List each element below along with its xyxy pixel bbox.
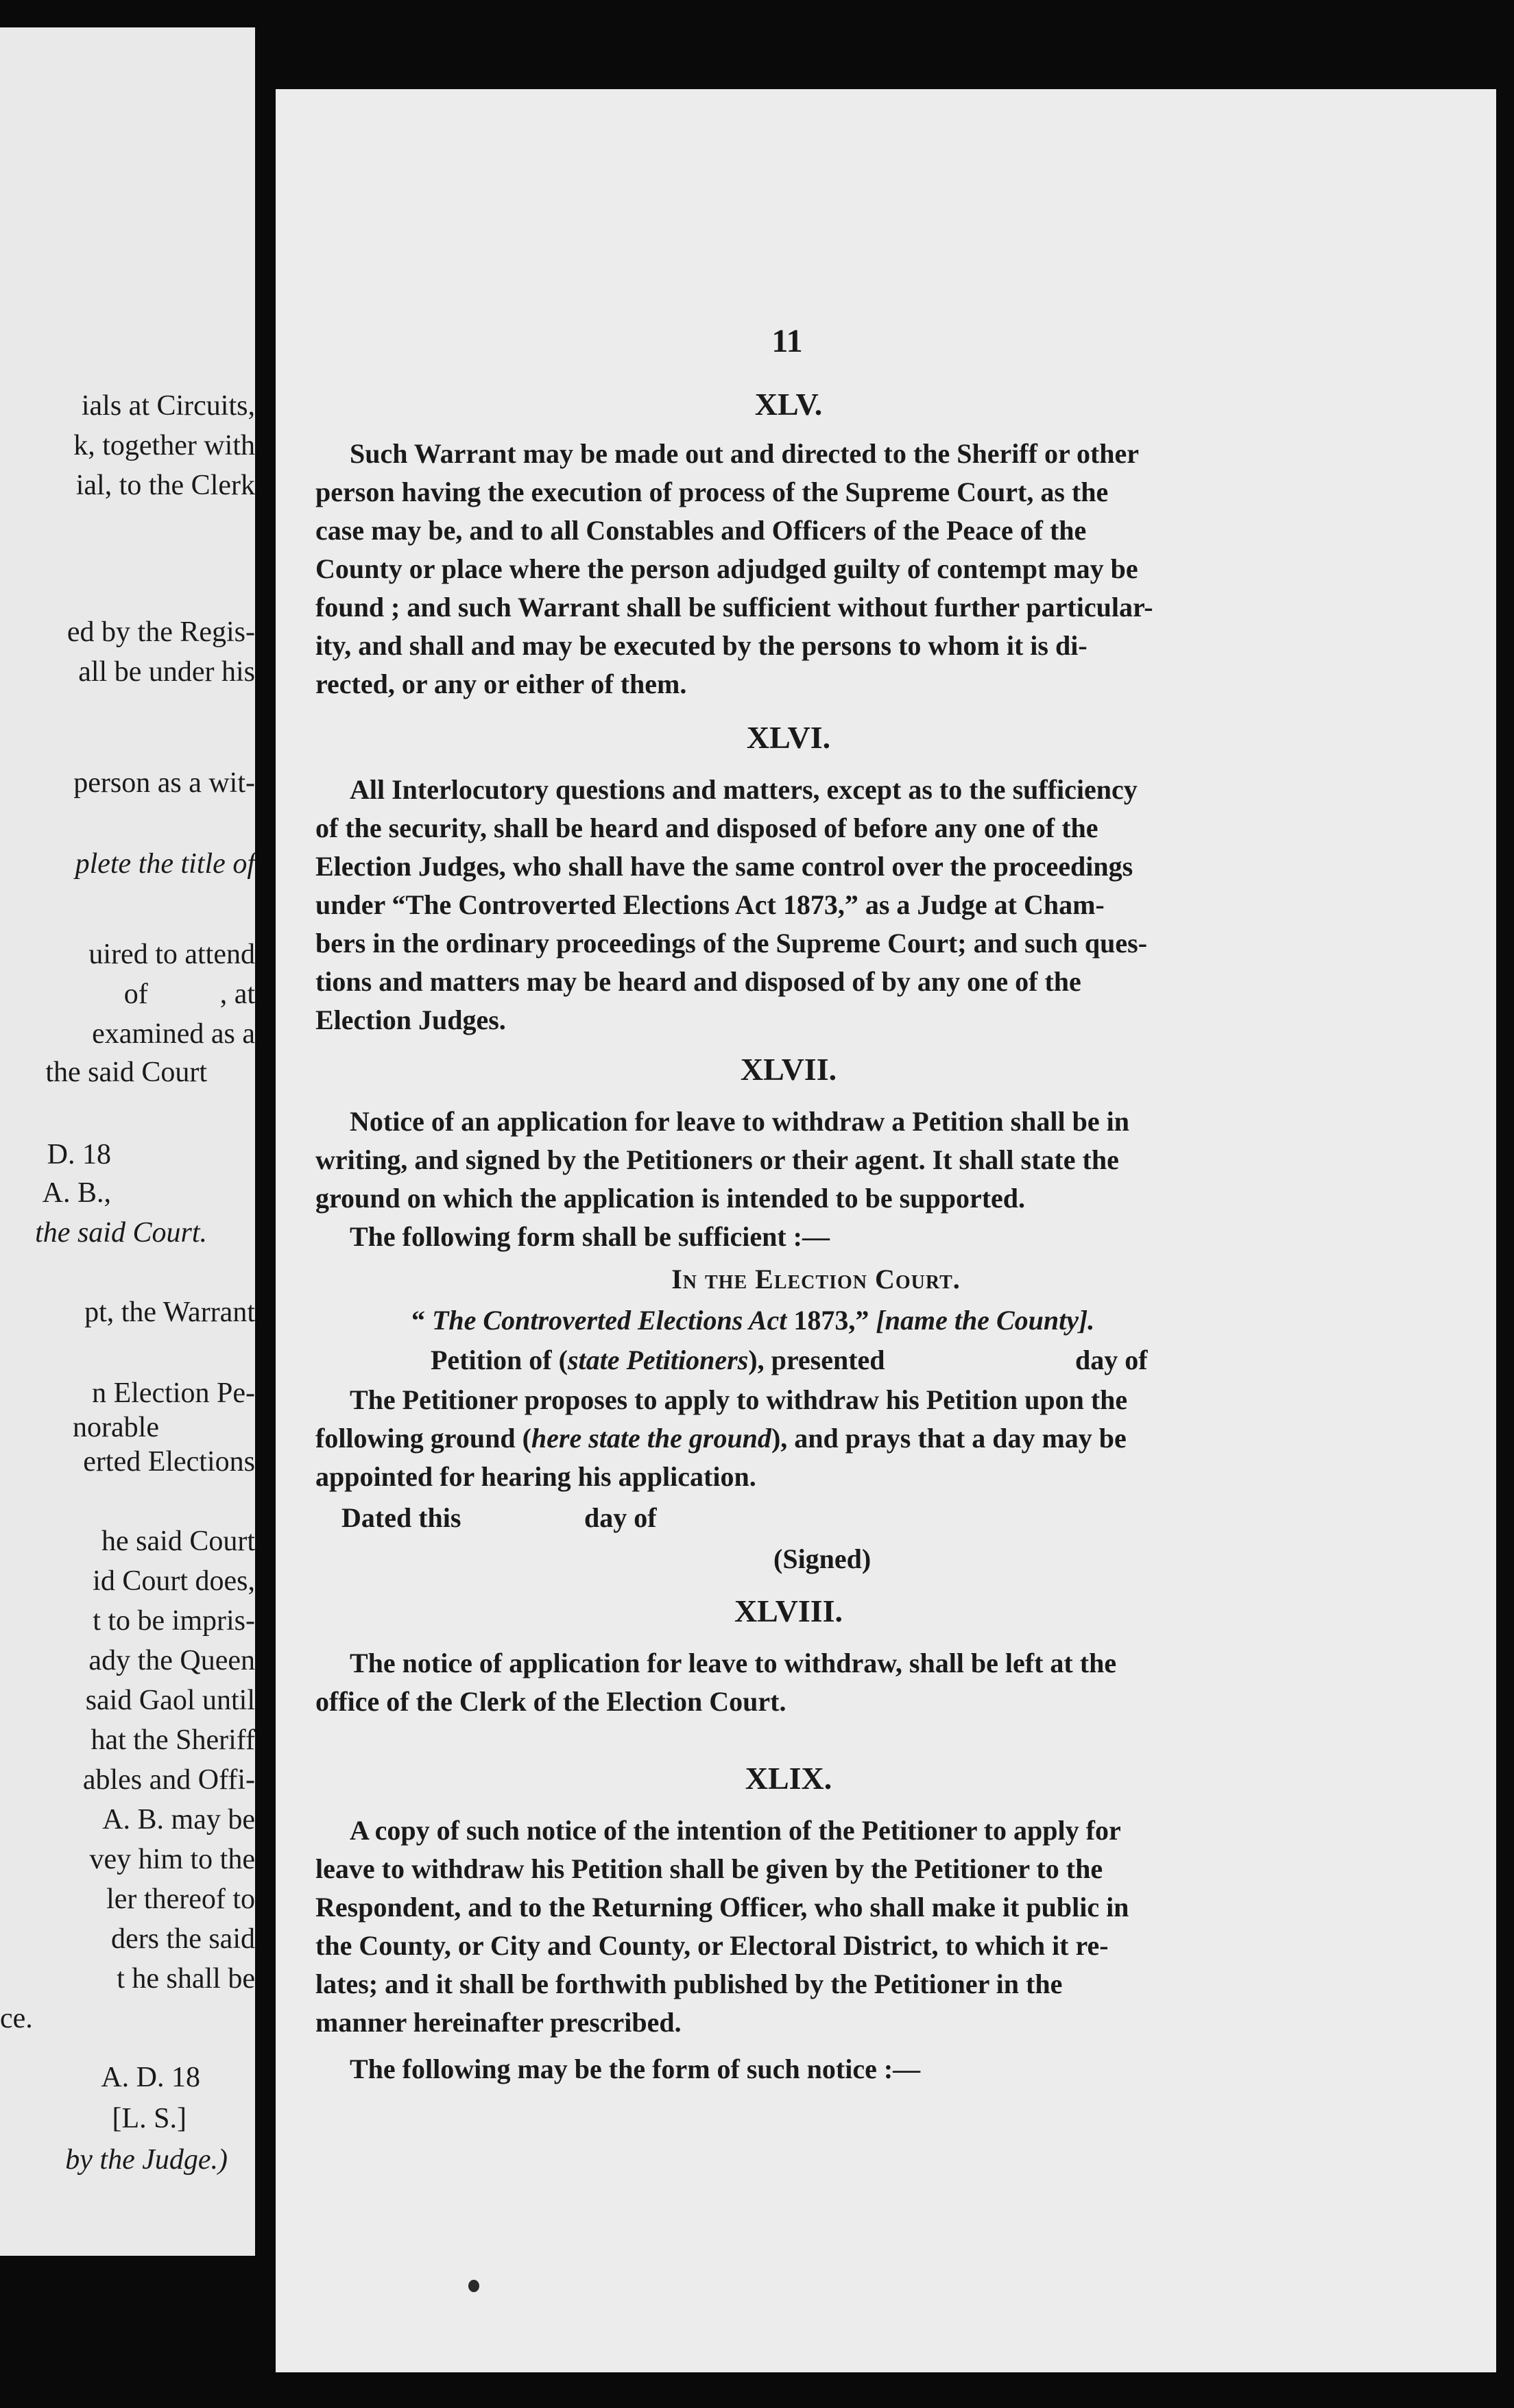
left-text-line: ial, to the Clerk xyxy=(75,470,255,501)
left-text-line: plete the title of xyxy=(75,848,255,880)
form-dated-day-of: day of xyxy=(584,1502,657,1533)
left-text-line: A. D. 18 xyxy=(101,2062,200,2093)
left-text-line: uired to attend xyxy=(88,939,255,970)
left-text-line: ed by the Regis- xyxy=(67,616,255,648)
left-text-line: ce. xyxy=(0,2003,33,2034)
left-text-line: erted Elections xyxy=(83,1446,255,1478)
left-text-line: pt, the Warrant xyxy=(84,1297,255,1328)
left-text-line: norable xyxy=(73,1412,159,1443)
section-heading-xlvi: XLVI. xyxy=(746,720,831,755)
paragraph-line: ity, and shall and may be executed by the persons to whom it is di- xyxy=(315,630,1088,661)
paragraph-line: leave to withdraw his Petition shall be given by the Petitioner to the xyxy=(315,1853,1103,1884)
paragraph-line: case may be, and to all Constables and Officers of the Peace of the xyxy=(315,515,1087,546)
paragraph-line: writing, and signed by the Petitioners or their agent. It shall state the xyxy=(315,1144,1119,1175)
left-text-line: examined as a xyxy=(92,1018,255,1050)
left-text-line: he said Court xyxy=(101,1526,255,1557)
section-heading-xlix: XLIX. xyxy=(745,1761,832,1796)
form-day-of: day of xyxy=(1075,1345,1148,1375)
left-text-line: k, together with xyxy=(73,430,255,461)
left-text-line: person as a wit- xyxy=(73,767,255,799)
section-heading-xlvii: XLVII. xyxy=(740,1052,837,1087)
left-text-line: vey him to the xyxy=(89,1844,255,1875)
left-text-line: all be under his xyxy=(78,656,255,688)
section-heading-xlv: XLV. xyxy=(754,387,823,422)
form-petition-line: Petition of (state Petitioners), presented xyxy=(431,1345,885,1375)
paragraph-line: bers in the ordinary proceedings of the Supreme Court; and such ques- xyxy=(315,928,1148,959)
paragraph-line: All Interlocutory questions and matters, except as to the sufficiency xyxy=(350,774,1138,805)
left-text-line: id Court does, xyxy=(93,1565,255,1597)
form-dated-this: Dated this xyxy=(341,1502,461,1533)
paragraph-line: manner hereinafter prescribed. xyxy=(315,2007,682,2038)
form-court-heading: In the Election Court. xyxy=(671,1264,961,1295)
left-text-line: hat the Sheriff xyxy=(91,1724,255,1756)
paragraph-line: The notice of application for leave to withdraw, shall be left at the xyxy=(350,1648,1117,1678)
left-text-line: of , at xyxy=(123,978,255,1010)
form-signed: (Signed) xyxy=(773,1543,872,1574)
left-text-line: t he shall be xyxy=(117,1963,255,1995)
paragraph-line: found ; and such Warrant shall be sufficient without further particular- xyxy=(315,592,1153,623)
left-page xyxy=(0,27,255,2256)
ink-dot xyxy=(468,2280,479,2292)
paragraph-line: lates; and it shall be forthwith published by the Petitioner in the xyxy=(315,1968,1063,1999)
paragraph-line: tions and matters may be heard and disposed of by any one of the xyxy=(315,966,1081,997)
paragraph-line: The Petitioner proposes to apply to withdraw his Petition upon the xyxy=(350,1384,1128,1415)
paragraph-line: rected, or any or either of them. xyxy=(315,669,687,699)
paragraph-line: Such Warrant may be made out and directed to the Sheriff or other xyxy=(350,438,1140,469)
left-text-line: said Gaol until xyxy=(85,1685,255,1716)
paragraph-line: County or place where the person adjudged guilty of contempt may be xyxy=(315,553,1138,584)
left-text-line: by the Judge.) xyxy=(65,2144,228,2176)
paragraph-line: A copy of such notice of the intention of the Petitioner to apply for xyxy=(350,1815,1121,1846)
left-text-line: n Election Pe- xyxy=(92,1377,255,1409)
paragraph-line: under “The Controverted Elections Act 1873,” as a Judge at Cham- xyxy=(315,889,1105,920)
book-gutter xyxy=(255,0,276,2408)
paragraph-line: person having the execution of process of the Supreme Court, as the xyxy=(315,477,1109,507)
left-text-line: ables and Offi- xyxy=(82,1764,255,1796)
paragraph-line: Notice of an application for leave to withdraw a Petition shall be in xyxy=(350,1106,1129,1137)
left-text-line: A. B., xyxy=(42,1177,111,1209)
left-text-line: ady the Queen xyxy=(88,1645,255,1676)
paragraph-line: The following may be the form of such notice :— xyxy=(350,2054,921,2084)
paragraph-line: Respondent, and to the Returning Officer, who shall make it public in xyxy=(315,1892,1129,1923)
page-number: 11 xyxy=(771,323,803,359)
left-text-line: [L. S.] xyxy=(112,2103,187,2134)
left-text-line: D. 18 xyxy=(47,1139,111,1170)
paragraph-line: ground on which the application is intended to be supported. xyxy=(315,1183,1026,1214)
paragraph-line: Election Judges. xyxy=(315,1004,506,1035)
left-text-line: ler thereof to xyxy=(106,1883,255,1915)
left-text-line: the said Court. xyxy=(35,1217,207,1249)
paragraph-line: appointed for hearing his application. xyxy=(315,1461,756,1492)
left-text-line: t to be impris- xyxy=(93,1605,255,1637)
form-act-line: “ The Controverted Elections Act 1873,” [name the County]. xyxy=(411,1305,1095,1336)
paragraph-line: the County, or City and County, or Electoral District, to which it re- xyxy=(315,1930,1109,1961)
left-text-line: the said Court xyxy=(45,1057,207,1088)
paragraph-line: following ground (here state the ground), and prays that a day may be xyxy=(315,1423,1127,1454)
section-heading-xlviii: XLVIII. xyxy=(734,1593,843,1628)
paragraph-line: The following form shall be sufficient :— xyxy=(350,1221,830,1252)
left-text-line: A. B. may be xyxy=(102,1804,255,1835)
left-text-line: ials at Circuits, xyxy=(81,390,255,422)
paragraph-line: of the security, shall be heard and disposed of before any one of the xyxy=(315,812,1098,843)
left-text-line: ders the said xyxy=(111,1923,255,1955)
paragraph-line: office of the Clerk of the Election Court. xyxy=(315,1686,786,1717)
paragraph-line: Election Judges, who shall have the same control over the proceedings xyxy=(315,851,1133,882)
